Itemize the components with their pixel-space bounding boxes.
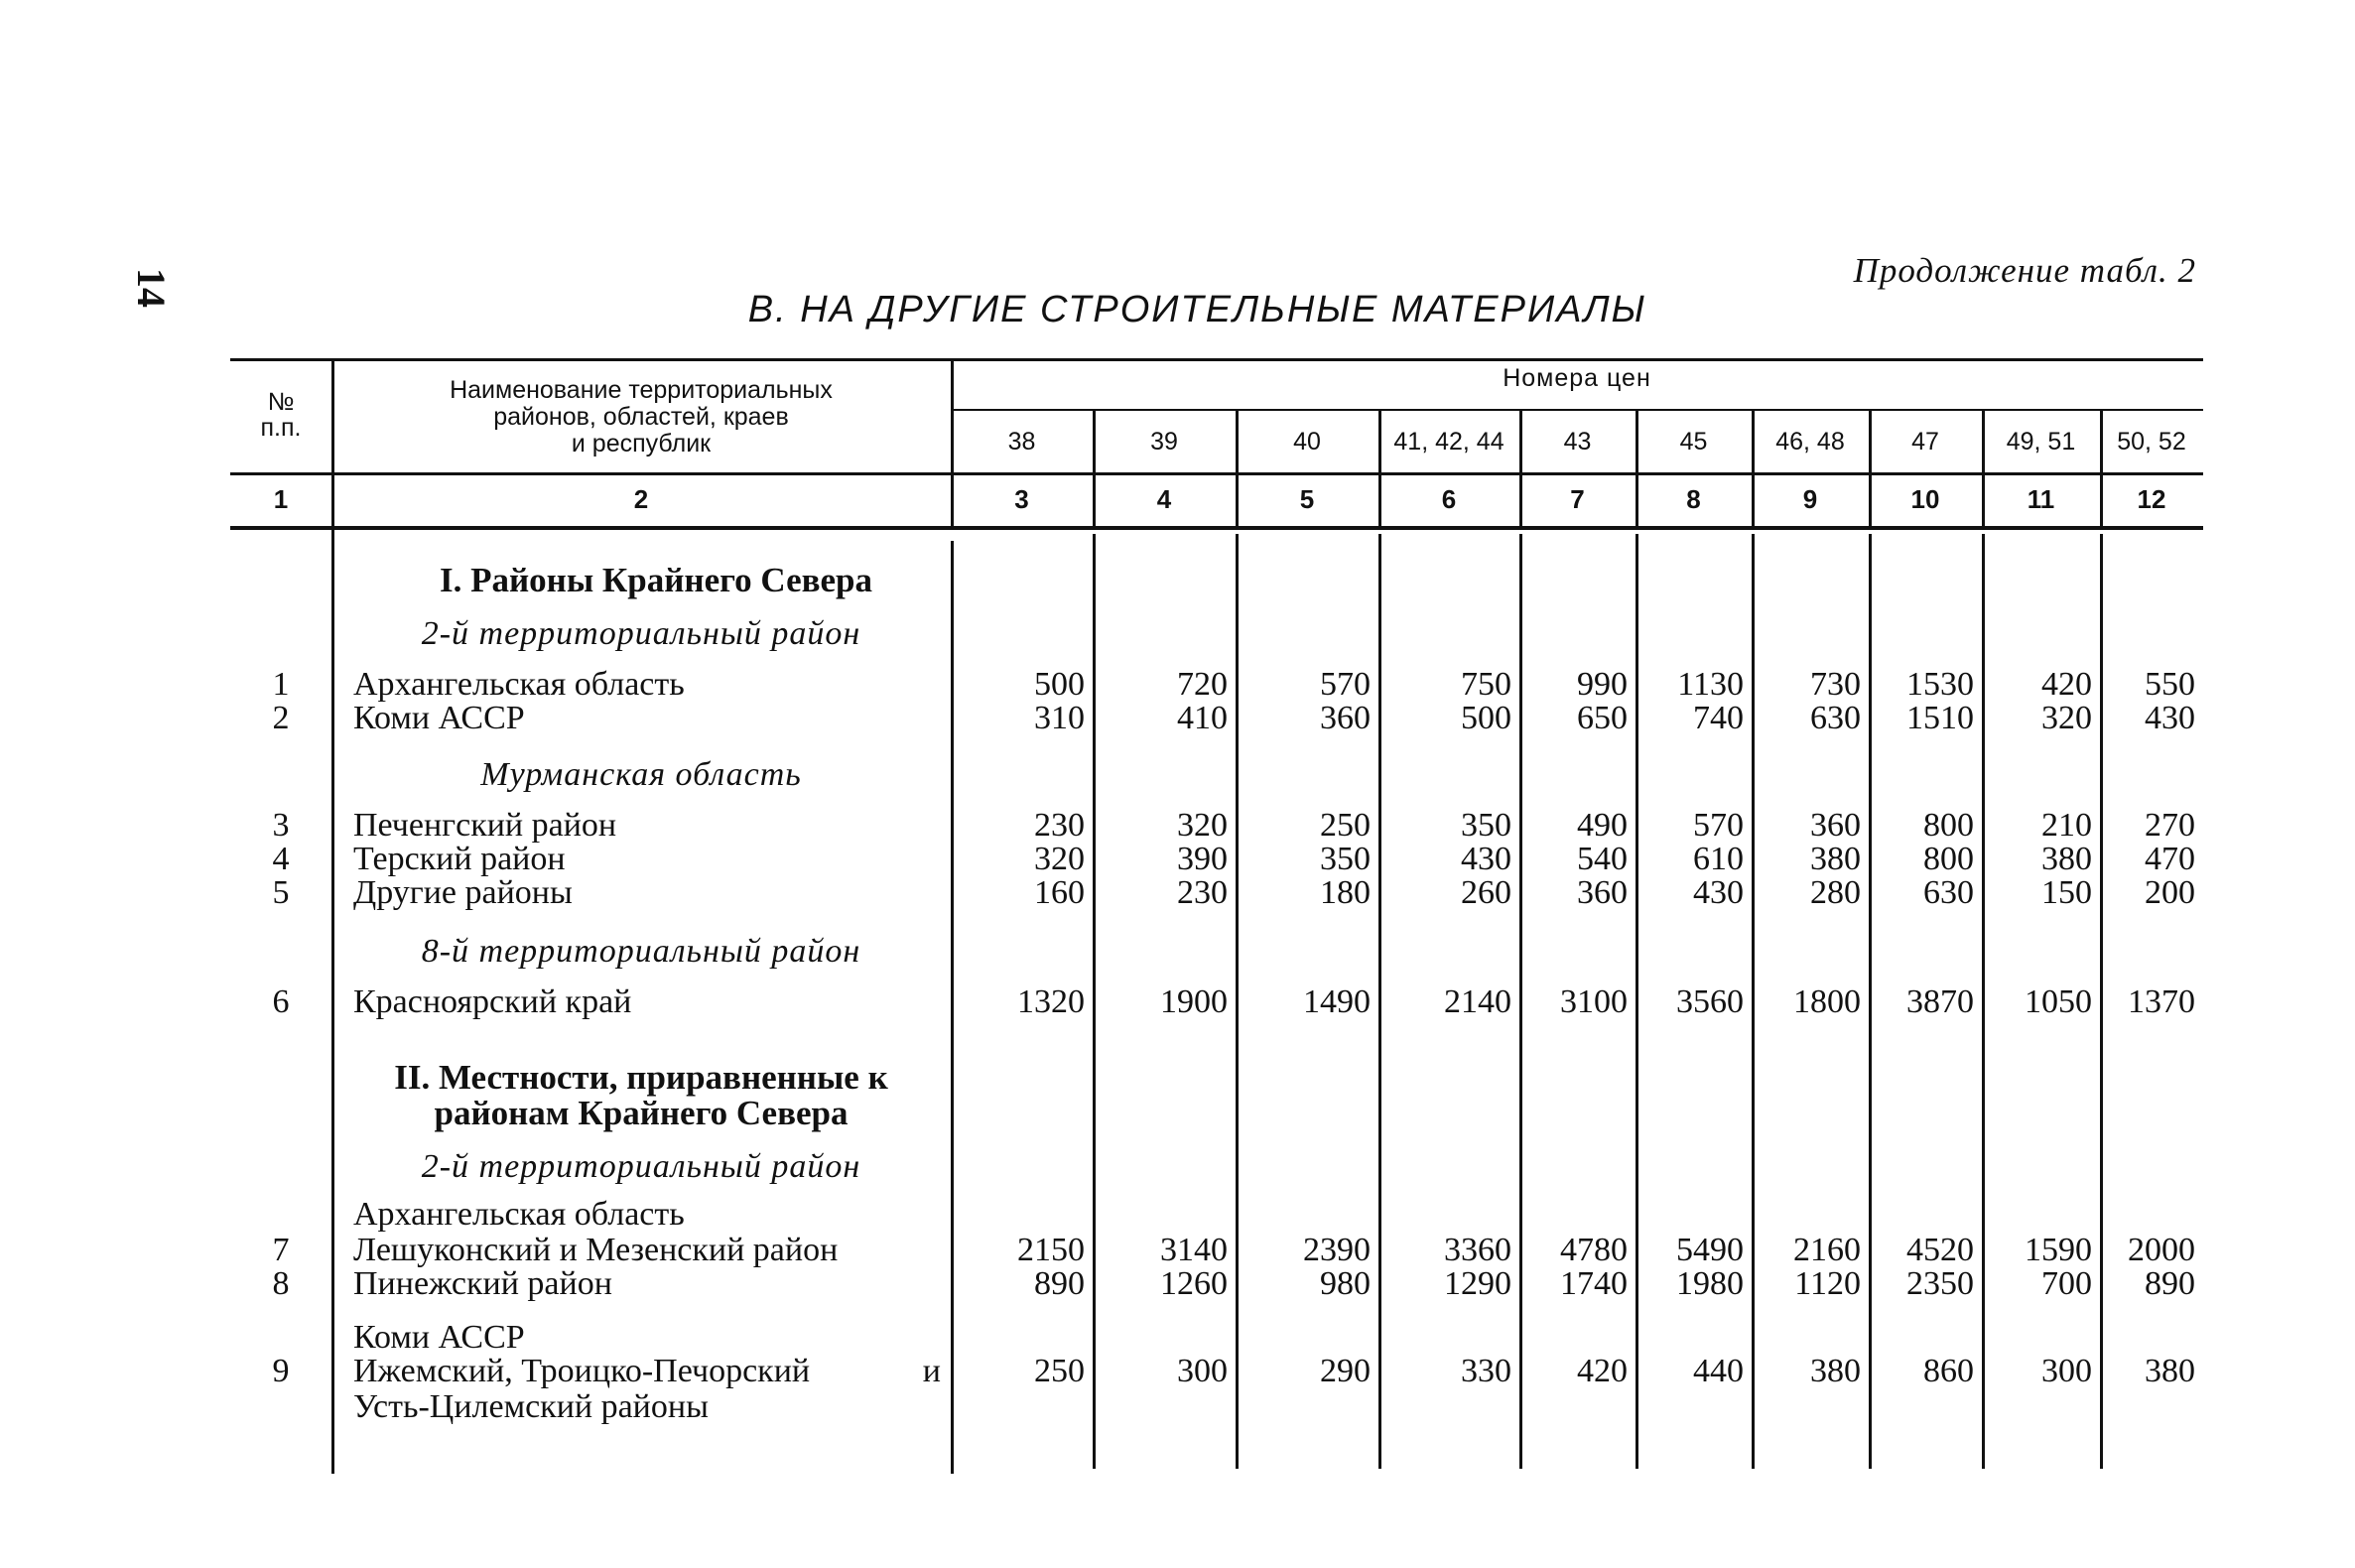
price-value: 2350 bbox=[1906, 1265, 1974, 1302]
table-rule bbox=[230, 358, 2203, 361]
price-column-header: 43 bbox=[1563, 428, 1592, 456]
row-number: 7 bbox=[272, 1232, 290, 1268]
price-column-header: 41, 42, 44 bbox=[1393, 428, 1505, 456]
price-value: 150 bbox=[2041, 874, 2092, 911]
price-value: 3560 bbox=[1676, 983, 1744, 1020]
price-value: 2160 bbox=[1793, 1232, 1861, 1268]
price-value: 1490 bbox=[1303, 983, 1371, 1020]
price-value: 610 bbox=[1693, 841, 1744, 877]
region-name: Красноярский край bbox=[353, 983, 632, 1020]
price-value: 650 bbox=[1577, 700, 1628, 736]
row-number: 9 bbox=[272, 1353, 290, 1389]
region-name: Терский район bbox=[353, 841, 566, 877]
price-value: 410 bbox=[1177, 700, 1228, 736]
column-number: 6 bbox=[1441, 484, 1457, 514]
price-value: 250 bbox=[1034, 1353, 1085, 1389]
price-value: 1510 bbox=[1906, 700, 1974, 736]
price-value: 1320 bbox=[1017, 983, 1085, 1020]
price-column-header: 40 bbox=[1293, 428, 1321, 456]
column-number: 12 bbox=[2137, 484, 2166, 514]
price-value: 380 bbox=[1810, 841, 1861, 877]
price-value: 1130 bbox=[1677, 666, 1744, 703]
table-rule bbox=[230, 526, 2203, 530]
price-value: 700 bbox=[2041, 1265, 2092, 1302]
region-name: Пинежский район bbox=[353, 1265, 612, 1302]
price-value: 320 bbox=[1034, 841, 1085, 877]
price-value: 3140 bbox=[1160, 1232, 1228, 1268]
price-value: 310 bbox=[1034, 700, 1085, 736]
price-value: 440 bbox=[1693, 1353, 1744, 1389]
region-name: Ижемский, Троицко-Печорский и Усть-Цилемский районы bbox=[353, 1353, 941, 1425]
price-value: 430 bbox=[1693, 874, 1744, 911]
price-value: 500 bbox=[1461, 700, 1511, 736]
group-label: Коми АССР bbox=[353, 1319, 525, 1356]
price-value: 350 bbox=[1461, 807, 1511, 844]
subsection-heading: 8-й территориальный район bbox=[421, 933, 861, 970]
column-number: 10 bbox=[1910, 484, 1940, 514]
price-value: 320 bbox=[2041, 700, 2092, 736]
column-number: 5 bbox=[1299, 484, 1315, 514]
price-column-header: 47 bbox=[1911, 428, 1939, 456]
price-value: 380 bbox=[1810, 1353, 1861, 1389]
region-name: Другие районы bbox=[353, 874, 573, 911]
row-number: 8 bbox=[272, 1265, 290, 1302]
region-name: Печенгский район bbox=[353, 807, 617, 844]
price-value: 430 bbox=[2145, 700, 2195, 736]
price-value: 4780 bbox=[1560, 1232, 1628, 1268]
price-value: 3100 bbox=[1560, 983, 1628, 1020]
row-number: 5 bbox=[272, 874, 290, 911]
price-value: 1260 bbox=[1160, 1265, 1228, 1302]
price-value: 380 bbox=[2145, 1353, 2195, 1389]
price-value: 210 bbox=[2041, 807, 2092, 844]
price-value: 1900 bbox=[1160, 983, 1228, 1020]
table-rule bbox=[951, 409, 2203, 411]
price-value: 890 bbox=[2145, 1265, 2195, 1302]
column-number: 2 bbox=[633, 484, 649, 514]
price-value: 1740 bbox=[1560, 1265, 1628, 1302]
price-column-header: 39 bbox=[1150, 428, 1178, 456]
price-value: 800 bbox=[1923, 807, 1974, 844]
price-value: 300 bbox=[1177, 1353, 1228, 1389]
price-value: 2000 bbox=[2128, 1232, 2195, 1268]
price-value: 360 bbox=[1810, 807, 1861, 844]
table-rule bbox=[230, 472, 2203, 475]
price-value: 1050 bbox=[2025, 983, 2092, 1020]
price-value: 260 bbox=[1461, 874, 1511, 911]
column-number: 4 bbox=[1156, 484, 1172, 514]
price-value: 430 bbox=[1461, 841, 1511, 877]
table-column-rule bbox=[331, 530, 334, 1474]
page-title: В. НА ДРУГИЕ СТРОИТЕЛЬНЫЕ МАТЕРИАЛЫ bbox=[747, 289, 1647, 330]
price-value: 890 bbox=[1034, 1265, 1085, 1302]
row-number: 3 bbox=[272, 807, 290, 844]
subsection-heading: 2-й территориальный район bbox=[421, 1148, 861, 1185]
price-value: 320 bbox=[1177, 807, 1228, 844]
price-value: 3870 bbox=[1906, 983, 1974, 1020]
price-value: 360 bbox=[1577, 874, 1628, 911]
price-value: 730 bbox=[1810, 666, 1861, 703]
price-column-header: 45 bbox=[1679, 428, 1708, 456]
price-value: 5490 bbox=[1676, 1232, 1744, 1268]
column-number: 11 bbox=[2027, 484, 2055, 514]
price-value: 720 bbox=[1177, 666, 1228, 703]
subsection-heading: Мурманская область bbox=[480, 756, 802, 793]
price-value: 3360 bbox=[1444, 1232, 1511, 1268]
price-value: 1590 bbox=[2025, 1232, 2092, 1268]
price-value: 200 bbox=[2145, 874, 2195, 911]
price-value: 360 bbox=[1320, 700, 1371, 736]
price-value: 420 bbox=[1577, 1353, 1628, 1389]
column-number: 7 bbox=[1570, 484, 1585, 514]
price-value: 160 bbox=[1034, 874, 1085, 911]
column-number: 9 bbox=[1802, 484, 1818, 514]
price-column-header: 50, 52 bbox=[2117, 428, 2186, 456]
column-number: 8 bbox=[1686, 484, 1701, 514]
price-value: 330 bbox=[1461, 1353, 1511, 1389]
price-value: 290 bbox=[1320, 1353, 1371, 1389]
price-value: 540 bbox=[1577, 841, 1628, 877]
price-value: 990 bbox=[1577, 666, 1628, 703]
price-value: 300 bbox=[2041, 1353, 2092, 1389]
row-number: 1 bbox=[272, 666, 290, 703]
price-value: 2150 bbox=[1017, 1232, 1085, 1268]
price-value: 500 bbox=[1034, 666, 1085, 703]
row-number: 6 bbox=[272, 983, 290, 1020]
price-value: 1530 bbox=[1906, 666, 1974, 703]
page-number: 14 bbox=[129, 268, 174, 308]
price-value: 230 bbox=[1034, 807, 1085, 844]
section-heading: II. Местности, приравненные к районам Крайнего Севера bbox=[394, 1058, 888, 1132]
price-value: 470 bbox=[2145, 841, 2195, 877]
price-value: 4520 bbox=[1906, 1232, 1974, 1268]
price-value: 270 bbox=[2145, 807, 2195, 844]
price-value: 280 bbox=[1810, 874, 1861, 911]
section-heading: I. Районы Крайнего Севера bbox=[439, 561, 873, 599]
price-value: 980 bbox=[1320, 1265, 1371, 1302]
price-value: 1800 bbox=[1793, 983, 1861, 1020]
column-header-no: № п.п. bbox=[260, 388, 302, 442]
column-header-name: Наименование территориальных районов, областей, краев и республик bbox=[450, 376, 833, 457]
region-name: Лешуконский и Мезенский район bbox=[353, 1232, 839, 1268]
row-number: 2 bbox=[272, 700, 290, 736]
price-value: 380 bbox=[2041, 841, 2092, 877]
price-value: 1290 bbox=[1444, 1265, 1511, 1302]
price-column-header: 38 bbox=[1007, 428, 1036, 456]
price-value: 570 bbox=[1693, 807, 1744, 844]
price-value: 2140 bbox=[1444, 983, 1511, 1020]
subsection-heading: 2-й территориальный район bbox=[421, 615, 861, 652]
price-value: 740 bbox=[1693, 700, 1744, 736]
price-value: 1980 bbox=[1676, 1265, 1744, 1302]
price-value: 1120 bbox=[1794, 1265, 1861, 1302]
price-value: 630 bbox=[1810, 700, 1861, 736]
price-value: 390 bbox=[1177, 841, 1228, 877]
price-value: 570 bbox=[1320, 666, 1371, 703]
column-number: 1 bbox=[273, 484, 289, 514]
column-number: 3 bbox=[1014, 484, 1029, 514]
price-value: 230 bbox=[1177, 874, 1228, 911]
price-value: 800 bbox=[1923, 841, 1974, 877]
region-name: Коми АССР bbox=[353, 700, 525, 736]
row-number: 4 bbox=[272, 841, 290, 877]
price-value: 350 bbox=[1320, 841, 1371, 877]
price-value: 2390 bbox=[1303, 1232, 1371, 1268]
price-column-header: 46, 48 bbox=[1775, 428, 1845, 456]
price-column-header: 49, 51 bbox=[2006, 428, 2076, 456]
price-value: 550 bbox=[2145, 666, 2195, 703]
price-value: 750 bbox=[1461, 666, 1511, 703]
column-header-price-numbers: Номера цен bbox=[1503, 364, 1651, 392]
price-value: 250 bbox=[1320, 807, 1371, 844]
price-value: 180 bbox=[1320, 874, 1371, 911]
price-value: 860 bbox=[1923, 1353, 1974, 1389]
price-value: 630 bbox=[1923, 874, 1974, 911]
price-value: 1370 bbox=[2128, 983, 2195, 1020]
price-value: 420 bbox=[2041, 666, 2092, 703]
price-value: 490 bbox=[1577, 807, 1628, 844]
region-name: Архангельская область bbox=[353, 666, 685, 703]
table-continuation-note: Продолжение табл. 2 bbox=[1853, 251, 2196, 290]
group-label: Архангельская область bbox=[353, 1196, 685, 1233]
